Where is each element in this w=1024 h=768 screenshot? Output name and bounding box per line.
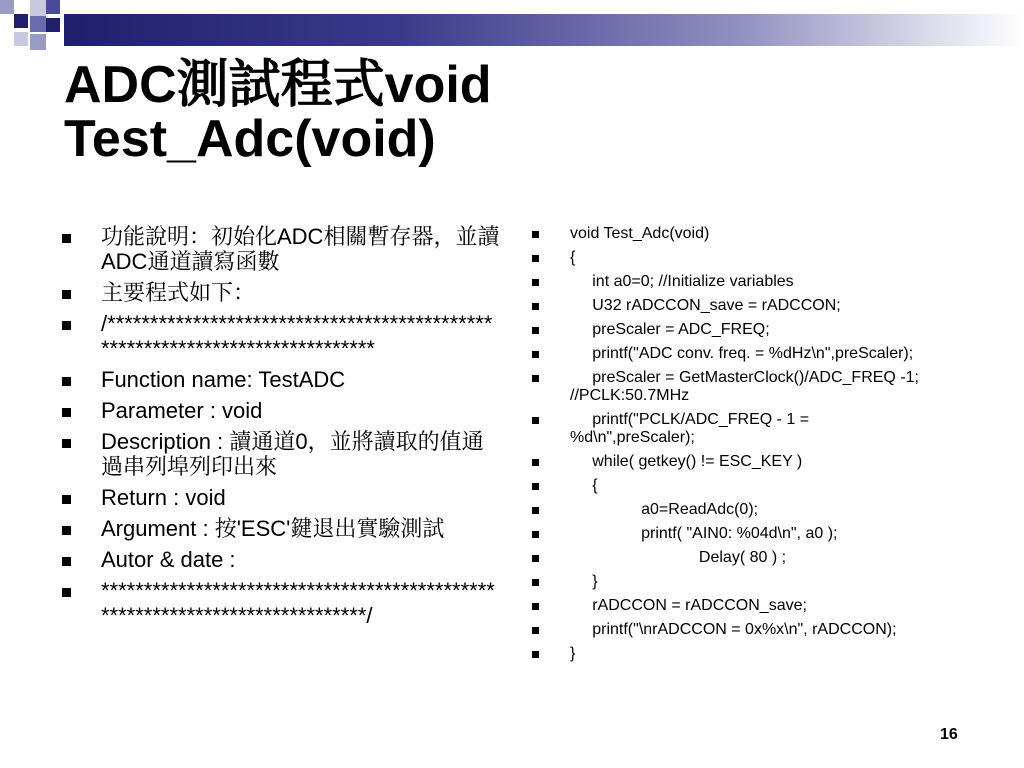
- code-line-item-text: while( getkey() != ESC_KEY ): [570, 453, 803, 470]
- square-bullet-icon: [62, 377, 71, 386]
- code-line-item-text: int a0=0; //Initialize variables: [570, 273, 794, 290]
- left-bullet-item: [60, 398, 500, 423]
- square-bullet-icon: [62, 321, 71, 330]
- square-bullet-icon: [62, 526, 71, 535]
- deco-square-2: [14, 14, 28, 28]
- deco-square-1: [0, 0, 14, 14]
- left-bullet-item-text: Argument : 按'ESC'鍵退出實驗測試: [101, 516, 445, 541]
- code-line-item-text: void Test_Adc(void): [570, 225, 710, 242]
- left-bullet-item: [60, 311, 500, 361]
- left-bullet-item: [60, 485, 500, 510]
- left-bullet-item: [60, 224, 500, 274]
- code-line-item-text: printf("\nrADCCON = 0x%x\n", rADCCON);: [570, 621, 897, 638]
- deco-square-7: [14, 32, 28, 46]
- code-line-item-text: printf("PCLK/ADC_FREQ - 1 = %d\n",preScaler);: [570, 411, 814, 446]
- square-bullet-icon: [532, 327, 539, 334]
- code-line-item: [530, 297, 930, 315]
- square-bullet-icon: [62, 234, 71, 243]
- square-bullet-icon: [532, 651, 539, 658]
- code-line-item: [530, 597, 930, 615]
- code-line-item: [530, 225, 930, 243]
- square-bullet-icon: [62, 557, 71, 566]
- code-line-item-text: a0=ReadAdc(0);: [570, 501, 759, 518]
- deco-square-8: [30, 34, 46, 50]
- square-bullet-icon: [532, 303, 539, 310]
- code-line-item: [530, 321, 930, 339]
- code-line-item: [530, 411, 930, 447]
- square-bullet-icon: [532, 255, 539, 262]
- square-bullet-icon: [62, 290, 71, 299]
- code-line-item: [530, 249, 930, 267]
- square-bullet-icon: [532, 483, 539, 490]
- square-bullet-icon: [532, 351, 539, 358]
- code-bullet-list: [530, 225, 930, 669]
- square-bullet-icon: [62, 588, 71, 597]
- square-bullet-icon: [532, 627, 539, 634]
- square-bullet-icon: [532, 231, 539, 238]
- code-line-item: [530, 501, 930, 519]
- code-line-item-text: preScaler = ADC_FREQ;: [570, 321, 770, 338]
- square-bullet-icon: [532, 459, 539, 466]
- code-line-item: [530, 273, 930, 291]
- left-bullet-item-text: 功能說明：初始化ADC相關暫存器，並讀ADC通道讀寫函數: [101, 224, 500, 274]
- header-decoration: [0, 0, 1024, 60]
- code-line-item: [530, 645, 930, 663]
- code-line-item: [530, 549, 930, 567]
- code-line-item-text: rADCCON = rADCCON_save;: [570, 597, 807, 614]
- square-bullet-icon: [532, 579, 539, 586]
- left-bullet-item-text: 主要程式如下：: [101, 280, 256, 305]
- page-number: 16: [940, 726, 958, 743]
- square-bullet-icon: [532, 417, 539, 424]
- deco-square-3: [30, 0, 46, 16]
- left-bullet-item-text: Return : void: [101, 485, 226, 510]
- square-bullet-icon: [532, 375, 539, 382]
- code-line-item-text: {: [570, 249, 576, 266]
- left-bullet-item: [60, 578, 500, 628]
- square-bullet-icon: [532, 555, 539, 562]
- square-bullet-icon: [532, 507, 539, 514]
- slide-title: [64, 58, 964, 166]
- code-line-item: [530, 573, 930, 591]
- left-bullet-item: [60, 429, 500, 479]
- deco-square-4: [46, 0, 60, 14]
- square-bullet-icon: [532, 603, 539, 610]
- code-line-item-text: U32 rADCCON_save = rADCCON;: [570, 297, 841, 314]
- code-line-item-text: Delay( 80 ) ;: [570, 549, 787, 566]
- left-bullet-item: [60, 516, 500, 541]
- square-bullet-icon: [62, 495, 71, 504]
- code-line-item-text: preScaler = GetMasterClock()/ADC_FREQ -1; //PCLK:50.7MHz: [570, 369, 924, 404]
- code-line-item-text: {: [570, 477, 598, 494]
- left-bullet-list: [60, 224, 500, 634]
- left-bullet-item: [60, 547, 500, 572]
- left-bullet-item: [60, 280, 500, 305]
- code-line-item: [530, 369, 930, 405]
- title-line-2: Test_Adc(void): [64, 110, 436, 168]
- left-bullet-item-text: /*****************************************************************************: [101, 311, 493, 361]
- deco-square-5: [30, 16, 46, 32]
- left-bullet-item-text: *****************************************************************************/: [101, 578, 495, 628]
- code-line-item-text: printf("ADC conv. freq. = %dHz\n",preScaler);: [570, 345, 914, 362]
- left-bullet-item-text: Parameter : void: [101, 398, 263, 423]
- header-gradient-bar: [64, 14, 1024, 46]
- code-line-item: [530, 525, 930, 543]
- left-bullet-item-text: Autor & date :: [101, 547, 236, 572]
- code-line-item-text: }: [570, 645, 576, 662]
- code-line-item-text: }: [570, 573, 598, 590]
- code-line-item: [530, 345, 930, 363]
- deco-square-6: [46, 18, 60, 32]
- code-line-item-text: printf( "AIN0: %04d\n", a0 );: [570, 525, 838, 542]
- square-bullet-icon: [62, 439, 71, 448]
- left-bullet-item: [60, 367, 500, 392]
- left-bullet-item-text: Description : 讀通道0，並將讀取的值通過串列埠列印出來: [101, 429, 484, 479]
- code-line-item: [530, 477, 930, 495]
- square-bullet-icon: [532, 279, 539, 286]
- title-line-1: ADC測試程式void: [64, 56, 492, 114]
- square-bullet-icon: [62, 408, 71, 417]
- left-bullet-item-text: Function name: TestADC: [101, 367, 346, 392]
- code-line-item: [530, 621, 930, 639]
- square-bullet-icon: [532, 531, 539, 538]
- code-line-item: [530, 453, 930, 471]
